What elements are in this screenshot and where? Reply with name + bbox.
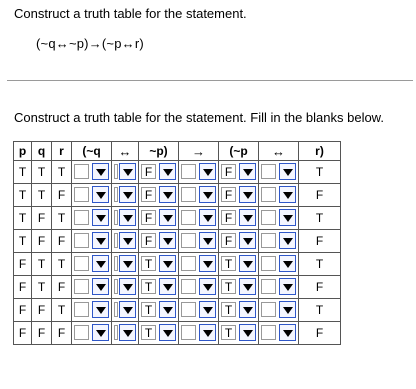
value-q: T	[32, 161, 52, 184]
value-r: F	[52, 230, 72, 253]
value-q: F	[32, 299, 52, 322]
dropdown-select-neg_p1[interactable]: F	[141, 164, 156, 179]
dropdown-cell-bicond1	[112, 299, 139, 322]
triangle-down-icon	[283, 284, 293, 291]
dropdown-select-neg_q[interactable]	[74, 325, 89, 340]
triangle-down-icon	[243, 192, 253, 199]
dropdown-cell-neg_q	[72, 322, 112, 345]
triangle-down-icon	[203, 192, 213, 199]
table-row	[14, 276, 341, 299]
dropdown-select-bicond2[interactable]	[261, 233, 276, 248]
dropdown-button[interactable]	[159, 324, 176, 341]
dropdown-cell-neg_q	[72, 299, 112, 322]
triangle-down-icon	[283, 261, 293, 268]
triangle-down-icon	[96, 169, 106, 176]
dropdown-button[interactable]	[92, 232, 109, 249]
dropdown-button[interactable]	[199, 186, 216, 203]
triangle-down-icon	[203, 238, 213, 245]
dropdown-cell-impl	[179, 161, 219, 184]
dropdown-button[interactable]	[92, 186, 109, 203]
dropdown-select-neg_p1[interactable]: F	[141, 187, 156, 202]
dropdown-select-neg_p1[interactable]: T	[141, 256, 156, 271]
dropdown-button[interactable]	[119, 324, 136, 341]
header-neg-q: (~q	[72, 142, 112, 161]
statement-formula: (~q↔~p)→(~p↔r)	[36, 36, 144, 51]
dropdown-cell-impl	[179, 207, 219, 230]
dropdown-select-neg_p1[interactable]: F	[141, 233, 156, 248]
triangle-down-icon	[203, 215, 213, 222]
dropdown-button[interactable]	[239, 232, 256, 249]
value-q: F	[32, 322, 52, 345]
triangle-down-icon	[203, 169, 213, 176]
dropdown-select-neg_p1[interactable]: F	[141, 210, 156, 225]
triangle-down-icon	[243, 261, 253, 268]
dropdown-select-bicond1[interactable]	[114, 210, 118, 225]
dropdown-cell-neg_p1	[139, 322, 179, 345]
truth-table	[13, 141, 341, 345]
dropdown-select-bicond1[interactable]	[114, 325, 118, 340]
dropdown-select-neg_p2[interactable]: T	[221, 256, 236, 271]
dropdown-button[interactable]	[199, 232, 216, 249]
dropdown-cell-neg_p2	[219, 299, 259, 322]
value-q: F	[32, 230, 52, 253]
dropdown-select-neg_p2[interactable]: T	[221, 279, 236, 294]
triangle-down-icon	[123, 284, 133, 291]
header-q: q	[32, 142, 52, 161]
dropdown-button[interactable]	[199, 301, 216, 318]
value-q: T	[32, 276, 52, 299]
dropdown-cell-neg_p2	[219, 207, 259, 230]
dropdown-button[interactable]	[159, 301, 176, 318]
dropdown-cell-impl	[179, 253, 219, 276]
value-q: T	[32, 184, 52, 207]
dropdown-select-impl[interactable]	[181, 325, 196, 340]
triangle-down-icon	[163, 215, 173, 222]
triangle-down-icon	[163, 330, 173, 337]
table-row	[14, 299, 341, 322]
triangle-down-icon	[96, 261, 106, 268]
dropdown-select-neg_q[interactable]	[74, 233, 89, 248]
dropdown-button[interactable]	[92, 301, 109, 318]
dropdown-select-impl[interactable]	[181, 210, 196, 225]
table-row	[14, 184, 341, 207]
dropdown-button[interactable]	[239, 163, 256, 180]
triangle-down-icon	[123, 215, 133, 222]
dropdown-button[interactable]	[119, 163, 136, 180]
dropdown-button[interactable]	[239, 278, 256, 295]
dropdown-cell-bicond2	[259, 276, 299, 299]
dropdown-select-neg_p1[interactable]: T	[141, 302, 156, 317]
dropdown-select-impl[interactable]	[181, 302, 196, 317]
dropdown-select-neg_q[interactable]	[74, 256, 89, 271]
triangle-down-icon	[163, 192, 173, 199]
dropdown-button[interactable]	[239, 186, 256, 203]
triangle-down-icon	[203, 330, 213, 337]
triangle-down-icon	[96, 330, 106, 337]
table-row	[14, 253, 341, 276]
dropdown-cell-neg_p1	[139, 230, 179, 253]
dropdown-button[interactable]	[92, 255, 109, 272]
dropdown-select-neg_q[interactable]	[74, 164, 89, 179]
dropdown-cell-neg_p2	[219, 161, 259, 184]
dropdown-button[interactable]	[119, 232, 136, 249]
triangle-down-icon	[283, 238, 293, 245]
dropdown-button[interactable]	[119, 301, 136, 318]
prompt-text: Construct a truth table for the statement.	[14, 6, 247, 21]
dropdown-button[interactable]	[279, 278, 296, 295]
dropdown-cell-neg_p2	[219, 276, 259, 299]
dropdown-select-bicond1[interactable]	[114, 279, 118, 294]
dropdown-select-neg_q[interactable]	[74, 210, 89, 225]
header-neg-p1: ~p)	[139, 142, 179, 161]
dropdown-button[interactable]	[159, 278, 176, 295]
value-q: F	[32, 207, 52, 230]
triangle-down-icon	[96, 192, 106, 199]
value-r2: T	[299, 253, 341, 276]
dropdown-select-neg_p2[interactable]: T	[221, 302, 236, 317]
triangle-down-icon	[96, 307, 106, 314]
value-p: F	[14, 322, 32, 345]
triangle-down-icon	[283, 307, 293, 314]
triangle-down-icon	[243, 284, 253, 291]
value-r: T	[52, 161, 72, 184]
dropdown-cell-impl	[179, 322, 219, 345]
dropdown-cell-neg_p1	[139, 276, 179, 299]
triangle-down-icon	[243, 238, 253, 245]
value-r: F	[52, 322, 72, 345]
dropdown-cell-bicond2	[259, 207, 299, 230]
dropdown-select-bicond1[interactable]	[114, 302, 118, 317]
dropdown-cell-neg_p1	[139, 253, 179, 276]
dropdown-cell-neg_p1	[139, 299, 179, 322]
dropdown-button[interactable]	[119, 209, 136, 226]
dropdown-cell-neg_p2	[219, 253, 259, 276]
header-bicond1: ↔	[112, 142, 139, 161]
dropdown-cell-bicond2	[259, 299, 299, 322]
dropdown-select-bicond2[interactable]	[261, 279, 276, 294]
value-r2: T	[299, 299, 341, 322]
dropdown-cell-impl	[179, 276, 219, 299]
dropdown-button[interactable]	[119, 278, 136, 295]
dropdown-button[interactable]	[92, 278, 109, 295]
dropdown-select-neg_q[interactable]	[74, 302, 89, 317]
dropdown-select-neg_p1[interactable]: T	[141, 325, 156, 340]
triangle-down-icon	[243, 215, 253, 222]
dropdown-select-neg_q[interactable]	[74, 187, 89, 202]
value-r: F	[52, 184, 72, 207]
triangle-down-icon	[283, 330, 293, 337]
triangle-down-icon	[243, 169, 253, 176]
dropdown-button[interactable]	[239, 324, 256, 341]
value-p: F	[14, 299, 32, 322]
value-r2: F	[299, 322, 341, 345]
dropdown-select-bicond2[interactable]	[261, 325, 276, 340]
dropdown-select-bicond1[interactable]	[114, 256, 118, 271]
triangle-down-icon	[123, 238, 133, 245]
triangle-down-icon	[96, 238, 106, 245]
dropdown-select-bicond1[interactable]	[114, 187, 118, 202]
value-p: F	[14, 253, 32, 276]
dropdown-select-bicond2[interactable]	[261, 302, 276, 317]
triangle-down-icon	[96, 215, 106, 222]
dropdown-button[interactable]	[199, 255, 216, 272]
dropdown-cell-impl	[179, 299, 219, 322]
dropdown-cell-neg_p2	[219, 230, 259, 253]
table-row	[14, 207, 341, 230]
dropdown-button[interactable]	[159, 163, 176, 180]
dropdown-button[interactable]	[92, 163, 109, 180]
dropdown-button[interactable]	[279, 301, 296, 318]
triangle-down-icon	[163, 261, 173, 268]
triangle-down-icon	[163, 169, 173, 176]
dropdown-cell-neg_p2	[219, 322, 259, 345]
triangle-down-icon	[123, 192, 133, 199]
dropdown-cell-neg_q	[72, 184, 112, 207]
dropdown-button[interactable]	[199, 324, 216, 341]
table-row	[14, 230, 341, 253]
dropdown-select-neg_p2[interactable]: F	[221, 164, 236, 179]
dropdown-select-bicond2[interactable]	[261, 210, 276, 225]
dropdown-cell-bicond1	[112, 184, 139, 207]
dropdown-button[interactable]	[239, 255, 256, 272]
triangle-down-icon	[123, 169, 133, 176]
value-r2: F	[299, 184, 341, 207]
value-p: T	[14, 207, 32, 230]
dropdown-select-bicond1[interactable]	[114, 164, 118, 179]
dropdown-cell-neg_q	[72, 161, 112, 184]
triangle-down-icon	[283, 192, 293, 199]
dropdown-cell-neg_q	[72, 230, 112, 253]
dropdown-button[interactable]	[159, 209, 176, 226]
triangle-down-icon	[123, 261, 133, 268]
triangle-down-icon	[243, 330, 253, 337]
dropdown-button[interactable]	[279, 324, 296, 341]
dropdown-button[interactable]	[279, 232, 296, 249]
triangle-down-icon	[283, 215, 293, 222]
dropdown-select-neg_p2[interactable]: F	[221, 187, 236, 202]
dropdown-cell-neg_p2	[219, 184, 259, 207]
dropdown-button[interactable]	[239, 209, 256, 226]
value-p: T	[14, 184, 32, 207]
triangle-down-icon	[96, 284, 106, 291]
dropdown-cell-impl	[179, 184, 219, 207]
triangle-down-icon	[283, 169, 293, 176]
dropdown-select-neg_p1[interactable]: T	[141, 279, 156, 294]
dropdown-select-impl[interactable]	[181, 164, 196, 179]
dropdown-cell-bicond2	[259, 322, 299, 345]
dropdown-button[interactable]	[159, 255, 176, 272]
dropdown-select-bicond2[interactable]	[261, 187, 276, 202]
dropdown-cell-neg_p1	[139, 184, 179, 207]
dropdown-cell-bicond1	[112, 230, 139, 253]
header-r: r	[52, 142, 72, 161]
value-q: T	[32, 253, 52, 276]
dropdown-button[interactable]	[92, 324, 109, 341]
dropdown-cell-bicond2	[259, 184, 299, 207]
header-row	[14, 142, 341, 161]
divider	[7, 80, 413, 81]
dropdown-select-neg_p2[interactable]: T	[221, 325, 236, 340]
dropdown-select-bicond2[interactable]	[261, 256, 276, 271]
header-bicond2: ↔	[259, 142, 299, 161]
header-p: p	[14, 142, 32, 161]
header-implication: →	[179, 142, 219, 161]
dropdown-cell-bicond1	[112, 161, 139, 184]
dropdown-button[interactable]	[92, 209, 109, 226]
value-r2: F	[299, 230, 341, 253]
dropdown-cell-bicond2	[259, 253, 299, 276]
dropdown-select-impl[interactable]	[181, 256, 196, 271]
dropdown-button[interactable]	[279, 209, 296, 226]
value-p: T	[14, 230, 32, 253]
triangle-down-icon	[243, 307, 253, 314]
triangle-down-icon	[203, 284, 213, 291]
dropdown-button[interactable]	[119, 255, 136, 272]
dropdown-select-impl[interactable]	[181, 233, 196, 248]
triangle-down-icon	[163, 307, 173, 314]
dropdown-cell-neg_q	[72, 207, 112, 230]
dropdown-cell-bicond1	[112, 207, 139, 230]
dropdown-button[interactable]	[239, 301, 256, 318]
value-r: T	[52, 299, 72, 322]
dropdown-button[interactable]	[199, 163, 216, 180]
dropdown-cell-neg_p1	[139, 207, 179, 230]
dropdown-button[interactable]	[159, 232, 176, 249]
table-row	[14, 322, 341, 345]
value-p: F	[14, 276, 32, 299]
value-r: F	[52, 276, 72, 299]
triangle-down-icon	[163, 284, 173, 291]
dropdown-button[interactable]	[279, 255, 296, 272]
dropdown-button[interactable]	[279, 163, 296, 180]
dropdown-cell-neg_p1	[139, 161, 179, 184]
triangle-down-icon	[123, 330, 133, 337]
dropdown-select-impl[interactable]	[181, 279, 196, 294]
triangle-down-icon	[203, 307, 213, 314]
dropdown-cell-neg_q	[72, 253, 112, 276]
dropdown-button[interactable]	[119, 186, 136, 203]
dropdown-button[interactable]	[199, 209, 216, 226]
dropdown-cell-bicond1	[112, 276, 139, 299]
dropdown-button[interactable]	[199, 278, 216, 295]
table-row	[14, 161, 341, 184]
value-p: T	[14, 161, 32, 184]
dropdown-select-neg_q[interactable]	[74, 279, 89, 294]
dropdown-cell-bicond1	[112, 253, 139, 276]
dropdown-select-bicond1[interactable]	[114, 233, 118, 248]
dropdown-cell-impl	[179, 230, 219, 253]
value-r2: F	[299, 276, 341, 299]
header-neg-p2: (~p	[219, 142, 259, 161]
dropdown-select-bicond2[interactable]	[261, 164, 276, 179]
instructions-text: Construct a truth table for the statement. Fill in the blanks below.	[14, 110, 384, 125]
dropdown-button[interactable]	[279, 186, 296, 203]
value-r2: T	[299, 207, 341, 230]
dropdown-button[interactable]	[159, 186, 176, 203]
triangle-down-icon	[163, 238, 173, 245]
value-r: T	[52, 253, 72, 276]
dropdown-select-neg_p2[interactable]: F	[221, 210, 236, 225]
triangle-down-icon	[203, 261, 213, 268]
value-r2: T	[299, 161, 341, 184]
dropdown-cell-bicond2	[259, 161, 299, 184]
dropdown-cell-bicond1	[112, 322, 139, 345]
dropdown-select-impl[interactable]	[181, 187, 196, 202]
dropdown-select-neg_p2[interactable]: F	[221, 233, 236, 248]
header-r2: r)	[299, 142, 341, 161]
value-r: T	[52, 207, 72, 230]
triangle-down-icon	[123, 307, 133, 314]
dropdown-cell-bicond2	[259, 230, 299, 253]
dropdown-cell-neg_q	[72, 276, 112, 299]
